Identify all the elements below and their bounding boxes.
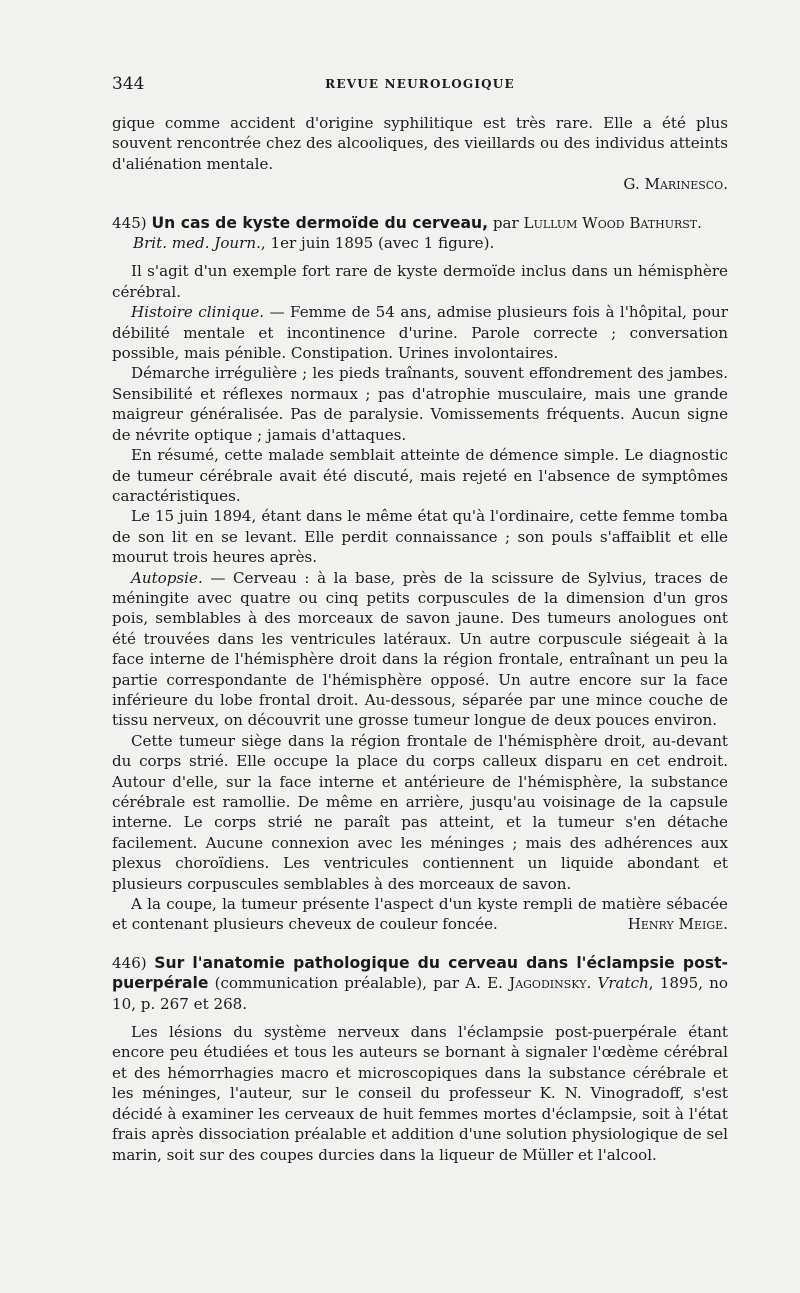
article-445-paragraph-5: Le 15 juin 1894, étant dans le même état qu'à l'ordinaire, cette femme tomba de son lit en se levant. Elle perdit connaissance ; son pouls s'affaiblit et elle mourut trois heures après. — [112, 507, 728, 567]
paragraph-8-text: A la coupe, la tumeur présente l'aspect d'un kyste rempli de matière sébacée et contenant plusieurs cheveux de couleur foncée. — [112, 895, 728, 934]
article-445-paragraph-4: En résumé, cette malade semblait atteinte de démence simple. Le diagnostic de tumeur cérébrale avait été discuté, mais rejeté en l'absence de symptômes caractéristiques. — [112, 446, 728, 505]
page-body — [112, 113, 728, 1165]
article-446-paragraph-1: Les lésions du système nerveux dans l'éclampsie post-puerpérale étant encore peu étudiées et tous les auteurs se bornant à signaler l'œdème cérébral et des hémorrhagies macro et microscopiques dans la substance cérébrale et les méninges, l'auteur, sur le conseil du professeur K. N. Vinogradoff, s'est décidé à examiner les cerveaux de huit femmes mortes d'éclampsie, soit à l'état frais après dissociation préalable et addition d'une solution physiologique de sel marin, soit sur des coupes durcies dans la liqueur de Müller et l'alcool. — [112, 1023, 728, 1164]
page-number: 344 — [112, 74, 145, 94]
continued-paragraph: gique comme accident d'origine syphilitique est très rare. Elle a été plus souvent rencontrée chez des alcooliques, des vieillards ou des individus atteints d'aliénation mentale. — [112, 114, 728, 173]
article-445-paragraph-3: Démarche irrégulière ; les pieds traînants, souvent effondrement des jambes. Sensibilité et réflexes normaux ; pas d'atrophie musculaire, mais une grande maigreur généralisée. Pas de paralysie. Vomissements fréquents. Aucun signe de névrite optique ; jamais d'attaques. — [112, 364, 728, 444]
article-445-by: par — [492, 213, 519, 232]
article-445-paragraph-8 — [112, 894, 728, 935]
article-446-subtitle: (communication préalable), par A. E. — [208, 974, 510, 993]
section-label-autopsy: Autopsie. — [131, 568, 203, 587]
paragraph-2-text: — Femme de 54 ans, admise plusieurs fois à l'hôpital, pour débilité mentale et incontinence d'urine. Parole correcte ; conversation possible, mais pénible. Constipation. Urines involontaires. — [112, 303, 728, 363]
article-445-paragraph-2 — [112, 302, 728, 363]
article-446-heading — [112, 953, 728, 1014]
article-445-paragraph-1: Il s'agit d'un exemple fort rare de kyste dermoïde inclus dans un hémisphère cérébral. — [112, 262, 728, 301]
article-446-title: Sur l'anatomie pathologique du cerveau dans l'éclampsie post-puerpérale — [112, 953, 728, 993]
article-445-source-date: , 1er juin 1895 (avec 1 figure). — [260, 234, 495, 253]
article-445-paragraph-6 — [112, 568, 728, 731]
article-446-number: 446) — [112, 953, 147, 972]
article-446-source-rest: , 1895, no 10, p. 267 et 268. — [112, 974, 728, 1013]
article-445-paragraph-7: Cette tumeur siège dans la région frontale de l'hémisphère droit, au-devant du corps strié. Elle occupe la place du corps calleux disparu en cet endroit. Autour d'elle, sur la face interne et antérieure de l'hémisphère, la substance cérébrale est ramollie. De même en arrière, jusqu'au voisinage de la capsule interne. Le corps strié ne paraît pas atteint, et la tumeur s'en détache facilement. Aucune connexion avec les méninges ; mais des adhérences aux plexus choroïdiens. Les ventricules contiennent un liquide abondant et plusieurs corpuscules semblables à des morceaux de savon. — [112, 731, 728, 893]
section-label-clinical-history: Histoire clinique. — [131, 303, 265, 322]
signature-meige: Henry Meige. — [627, 915, 728, 934]
article-446-author: Jagodinsky. — [509, 974, 592, 993]
article-446-source-journal: Vratch — [597, 974, 649, 993]
paragraph-6-text: — Cerveau : à la base, près de la scissure de Sylvius, traces de méningite avec quatre ou cinq petits corpuscules de la dimension d'un gros pois, semblables à des morceaux de savon jaune. Des tumeurs anologues ont été trouvées dans les ventricules latéraux. Un autre corpuscule siégeait à la face interne de l'hémisphère droit dans la région frontale, entraînant un peu la partie correspondante de l'hémisphère opposé. Un autre encore sur la face inférieure du lobe frontal droit. Au-dessous, séparée par une mince couche de tissu nerveux, on découvrit une grosse tumeur longue de deux pouces environ. — [112, 568, 728, 730]
signature-marinesco: G. Marinesco. — [623, 175, 728, 194]
article-445-number: 445) — [112, 213, 147, 232]
article-445-title: Un cas de kyste dermoïde du cerveau, — [151, 213, 489, 232]
article-445-citation — [112, 233, 728, 253]
running-header — [112, 74, 728, 96]
article-445-author: Lullum Wood Bathurst. — [523, 213, 702, 232]
article-445-source-journal: Brit. med. Journ. — [133, 234, 261, 253]
article-445-heading — [112, 213, 728, 233]
journal-title: REVUE NEUROLOGIQUE — [325, 77, 515, 91]
